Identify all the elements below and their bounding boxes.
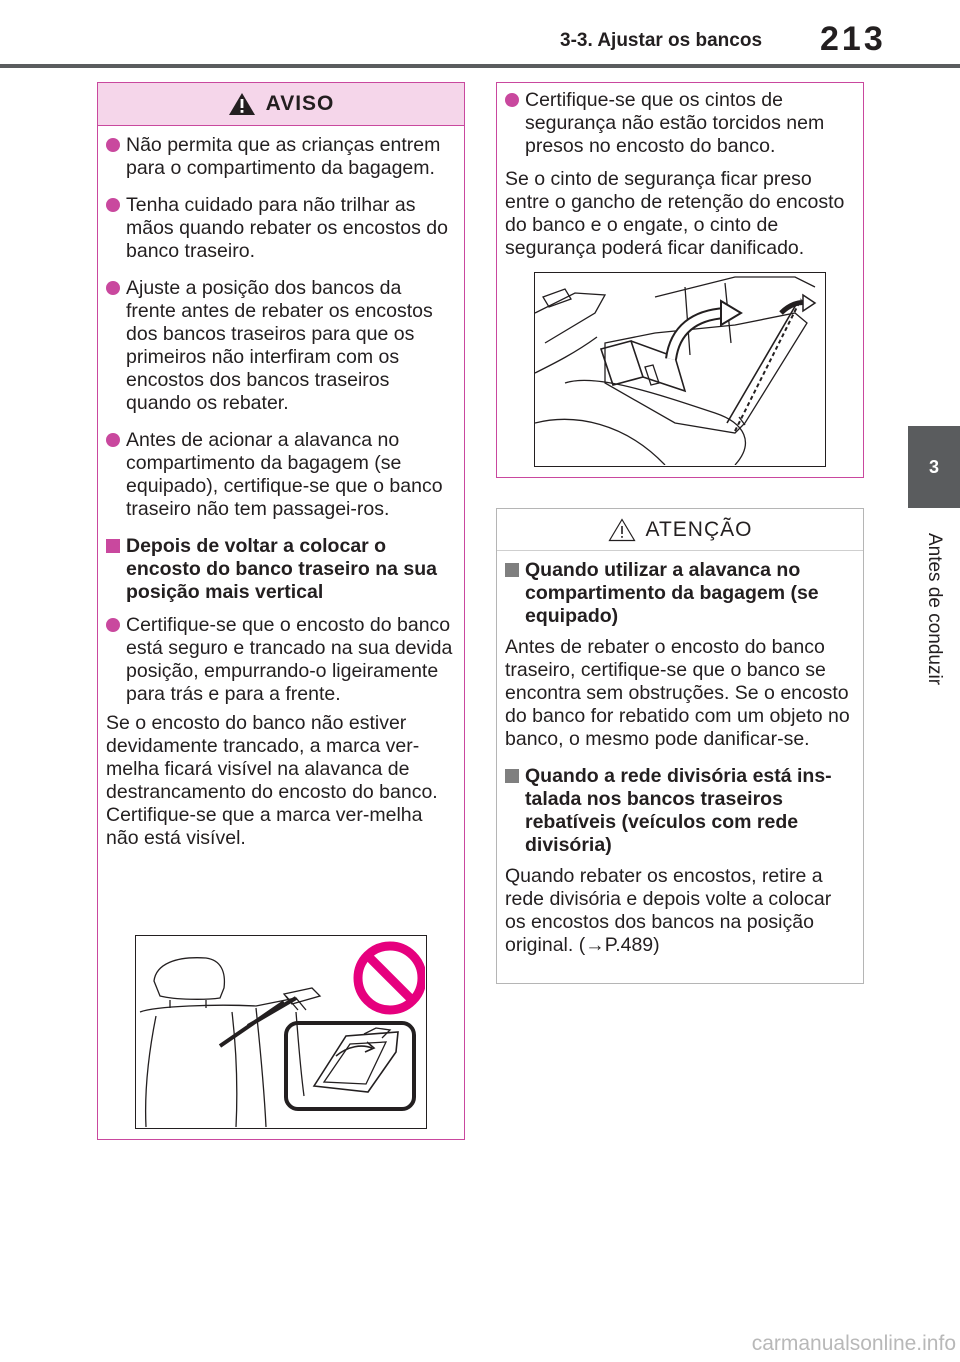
bullet-icon — [106, 138, 120, 152]
bullet-icon — [106, 618, 120, 632]
warning-continued-paragraph: Se o cinto de segurança ficar preso entre o gancho de retenção do encosto do banco e o engate, o cinto de segurança poderá ficar danificado. — [505, 168, 845, 259]
list-item-text: Certifique-se que os cintos de segurança não estão torcidos nem presos no encosto do banco. — [525, 89, 825, 157]
seatbelt-caught-illustration — [534, 272, 826, 467]
subheading-text: Quando utilizar a alavanca no compartimento da bagagem (se equipado) — [525, 559, 819, 627]
list-item — [106, 614, 456, 706]
warning-paragraph: Se o encosto do banco não estiver devidamente trancado, a marca ver-melha ficará visível na alavanca de destrancamento do encosto do banco. Certifique-se que a marca ver-melha não está visível. — [106, 712, 438, 849]
caution-paragraph: Quando rebater os encostos, retire a rede divisória e depois volte a colocar os encostos dos bancos na posição original. (→P.489) — [505, 865, 832, 956]
caution-box — [496, 508, 864, 984]
square-bullet-icon — [505, 769, 519, 783]
bullet-icon — [106, 281, 120, 295]
caution-header — [497, 510, 863, 551]
caution-title: ATENÇÃO — [645, 518, 753, 541]
seatback-lever-drawing — [136, 936, 425, 1127]
header-rule — [0, 64, 960, 68]
caution-triangle-icon — [608, 518, 636, 542]
list-item — [106, 277, 456, 415]
warning-triangle-icon — [228, 92, 256, 116]
warning-continued-content — [497, 83, 863, 260]
subheading-text: Depois de voltar a colocar o encosto do banco traseiro na sua posição mais vertical — [126, 535, 437, 603]
chapter-label — [908, 514, 960, 704]
subheading-item — [106, 535, 456, 604]
list-item-text: Ajuste a posição dos bancos da frente antes de rebater os encostos dos bancos traseiros para que os primeiros não interfiram com os encostos dos bancos traseiros quando os rebater. — [126, 277, 433, 414]
chapter-number: 3 — [928, 456, 939, 477]
bullet-icon — [106, 198, 120, 212]
warning-content — [98, 126, 464, 850]
chapter-label-text: Antes de conduzir — [924, 532, 945, 686]
list-item — [106, 429, 456, 521]
watermark: carmanualsonline.info — [751, 1332, 956, 1355]
bullet-icon — [505, 93, 519, 107]
warning-title: AVISO — [265, 92, 335, 115]
bullet-icon — [106, 433, 120, 447]
page-number: 213 — [820, 20, 886, 58]
list-item-text: Não permita que as crianças entrem para o compartimento da bagagem. — [126, 134, 441, 179]
list-item-text: Certifique-se que o encosto do banco está seguro e trancado na sua devida posição, empurrando-o ligeiramente para trás e para a frente. — [126, 614, 453, 705]
list-item-text: Antes de acionar a alavanca no compartimento da bagagem (se equipado), certifique-se que o banco traseiro não tem passagei-ros. — [126, 429, 443, 520]
list-item — [106, 134, 456, 180]
square-bullet-icon — [106, 539, 120, 553]
subheading-item — [505, 559, 855, 628]
list-item — [505, 89, 855, 158]
subheading-text: Quando a rede divisória está ins-talada nos bancos traseiros rebatíveis (veículos com rede divisória) — [525, 765, 832, 856]
list-item — [106, 194, 456, 263]
seatbelt-drawing — [535, 273, 824, 465]
prohibition-sign-icon — [358, 946, 422, 1010]
list-item-text: Tenha cuidado para não trilhar as mãos quando rebater os encostos do banco traseiro. — [126, 194, 448, 262]
fold-arrow-icon — [671, 295, 815, 359]
seatback-lever-illustration — [135, 935, 427, 1129]
chapter-tab — [908, 426, 960, 508]
caution-paragraph: Antes de rebater o encosto do banco traseiro, certifique-se que o banco se encontra sem obstruções. Se o encosto do banco for rebatido com um objeto no banco, o mesmo pode danificar-se. — [505, 636, 850, 750]
square-bullet-icon — [505, 563, 519, 577]
section-title: 3-3. Ajustar os bancos — [560, 30, 763, 51]
caution-content — [497, 551, 863, 957]
warning-header — [98, 83, 464, 126]
subheading-item — [505, 765, 855, 857]
